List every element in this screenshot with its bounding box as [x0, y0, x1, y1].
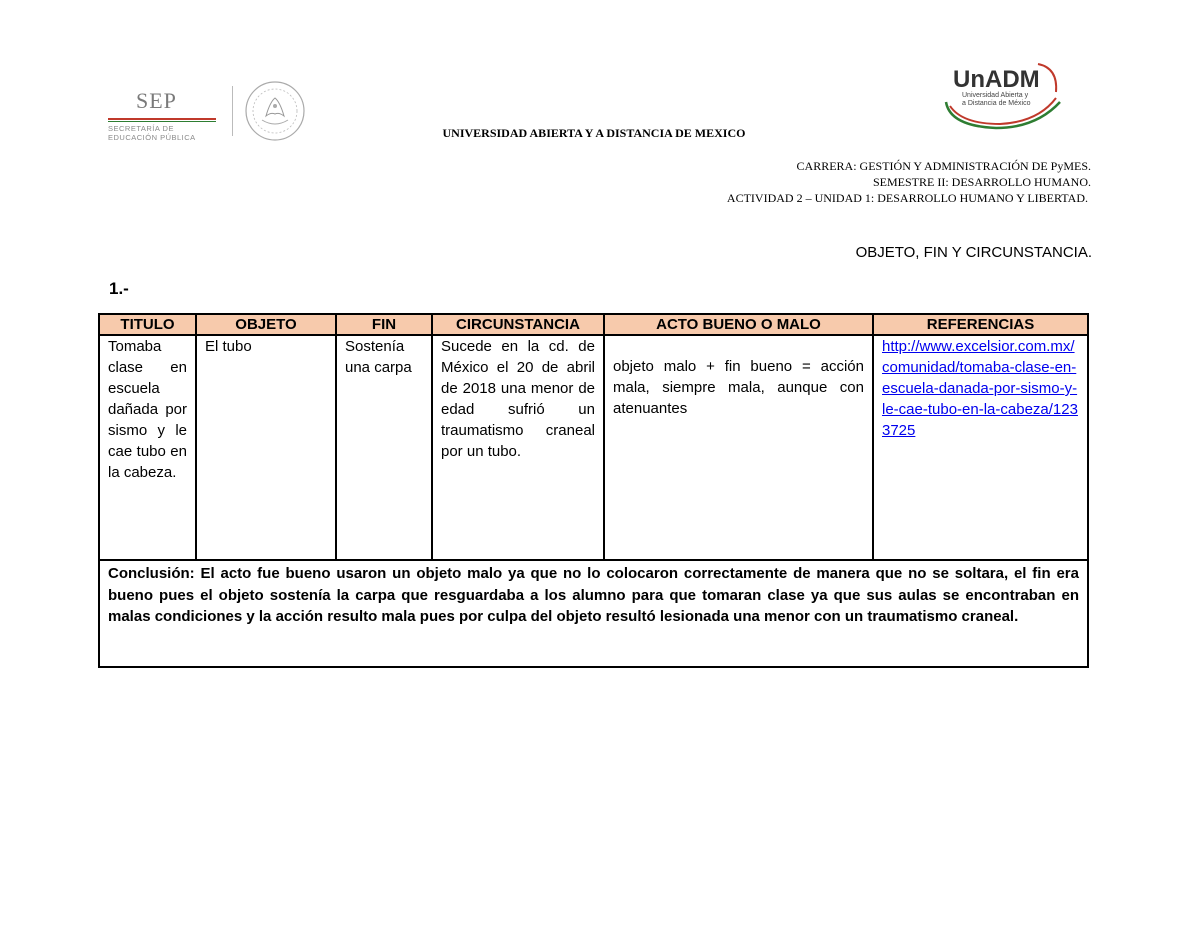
sep-logo-green-line [108, 121, 216, 122]
document-heading: OBJETO, FIN Y CIRCUNSTANCIA. [855, 244, 1092, 261]
cell-fin: Sostenía una carpa [336, 335, 432, 560]
analysis-table [98, 313, 1089, 668]
cell-acto: objeto malo + fin bueno = acción mala, siempre mala, aunque con atenuantes [604, 335, 873, 560]
reference-link[interactable]: http://www.excelsior.com.mx/comunidad/tomaba-clase-en-escuela-danada-por-sismo-y-le-cae-tubo-en-la-cabeza/1233725 [882, 338, 1078, 439]
column-header-circunstancia: CIRCUNSTANCIA [432, 314, 604, 335]
table-header-row [99, 314, 1088, 335]
activity-line: ACTIVIDAD 2 – UNIDAD 1: DESARROLLO HUMANO Y LIBERTAD. [726, 191, 1088, 205]
cell-circunstancia: Sucede en la cd. de México el 20 de abril de 2018 una menor de edad sufrió un traumatismo craneal por un tubo. [432, 335, 604, 560]
column-header-titulo: TITULO [99, 314, 196, 335]
cell-objeto: El tubo [196, 335, 336, 560]
unadm-logo [940, 62, 1062, 132]
column-header-referencias: REFERENCIAS [873, 314, 1088, 335]
table-row [99, 335, 1088, 560]
sep-logo-word: SEP [136, 88, 177, 113]
cell-referencias [873, 335, 1088, 560]
column-header-objeto: OBJETO [196, 314, 336, 335]
unadm-logo-subtitle-2: a Distancia de México [962, 100, 1031, 107]
sep-logo-red-line [108, 118, 216, 120]
sep-logo-subtitle-1: SECRETARÍA DE [108, 124, 174, 133]
university-title: UNIVERSIDAD ABIERTA Y A DISTANCIA DE MEXICO [442, 126, 746, 140]
question-number: 1.- [109, 279, 129, 298]
unadm-logo-subtitle-1: Universidad Abierta y [962, 92, 1029, 99]
column-header-acto: ACTO BUENO O MALO [604, 314, 873, 335]
column-header-fin: FIN [336, 314, 432, 335]
unadm-logo-title: UnADM [953, 66, 1040, 93]
unadm-logo-swoosh-icon [940, 62, 1062, 132]
conclusion-text: Conclusión: El acto fue bueno usaron un objeto malo ya que no lo colocaron correctamente de manera que no se soltara, el fin era bueno pues el objeto sostenía la carpa que resguardaba a los alumno para que tomaran clase ya que sus aulas se encontraban en malas condiciones y la acción resulto mala pues por culpa del objeto resultó lesionada una menor con un traumatismo craneal. [99, 560, 1088, 667]
cell-titulo: Tomaba clase en escuela dañada por sismo y le cae tubo en la cabeza. [99, 335, 196, 560]
conclusion-row [99, 560, 1088, 667]
sep-logo-subtitle-2: EDUCACIÓN PÚBLICA [108, 133, 196, 142]
semester-line: SEMESTRE II: DESARROLLO HUMANO. [872, 175, 1091, 189]
career-line: CARRERA: GESTIÓN Y ADMINISTRACIÓN DE PyMES. [796, 159, 1091, 173]
